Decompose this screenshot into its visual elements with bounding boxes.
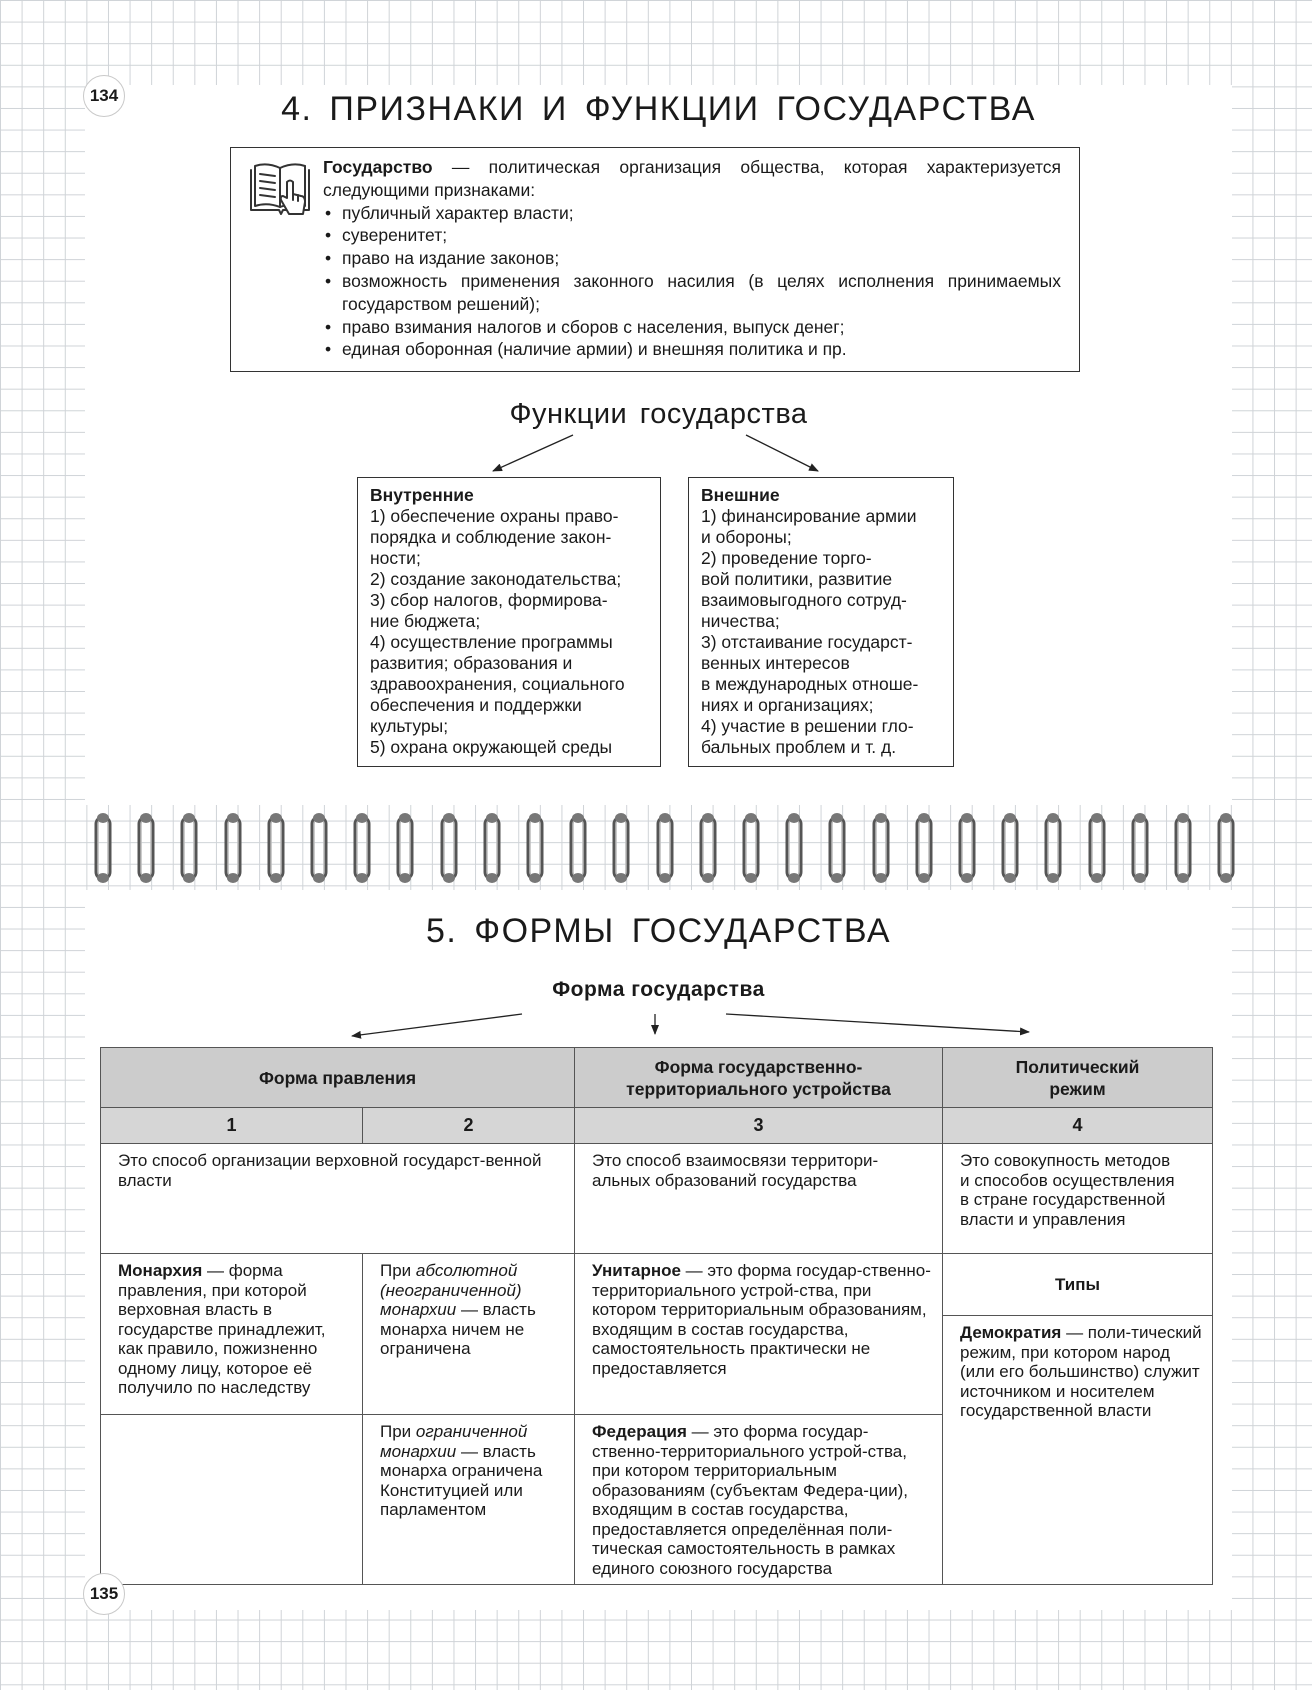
header-political-regime: Политический режим <box>943 1048 1213 1108</box>
limited-text: — власть монарха ограничена Конституцией или парламентом <box>380 1441 543 1519</box>
monarchy-term: Монархия <box>118 1261 203 1280</box>
monarchy-cell <box>101 1254 363 1415</box>
section-4-heading: 4. ПРИЗНАКИ И ФУНКЦИИ ГОСУДАРСТВА <box>281 90 1036 128</box>
internal-line: здравоохранения, социального <box>370 674 625 694</box>
external-line: ниях и организациях; <box>701 695 874 715</box>
spiral-ring <box>223 805 243 890</box>
spiral-ring <box>1130 805 1150 890</box>
spiral-ring <box>784 805 804 890</box>
internal-title: Внутренние <box>370 485 474 505</box>
external-line: венных интересов <box>701 653 850 673</box>
column-number: 1 <box>101 1108 363 1144</box>
territorial-form-definition: Это способ взаимосвязи территори-альных образований государства <box>575 1144 943 1254</box>
internal-line: 3) сбор налогов, формирова- <box>370 590 608 610</box>
spiral-ring <box>309 805 329 890</box>
forms-table <box>100 1047 1213 1585</box>
header-territorial-form: Форма государственно-территориального устройства <box>575 1048 943 1108</box>
types-label: Типы <box>943 1254 1213 1316</box>
spiral-ring <box>395 805 415 890</box>
absolute-monarchy-cell <box>363 1254 575 1415</box>
feature-item: • публичный характер власти; <box>323 202 1061 225</box>
internal-line: порядка и соблюдение закон- <box>370 527 612 547</box>
definition-text <box>323 156 1061 361</box>
limited-term: ограниченной монархии <box>380 1422 528 1461</box>
spiral-ring <box>1000 805 1020 890</box>
spiral-ring <box>482 805 502 890</box>
definition-term: Государство <box>323 157 433 177</box>
spiral-ring <box>568 805 588 890</box>
feature-item: • суверенитет; <box>323 224 1061 247</box>
definition-box <box>230 147 1080 372</box>
democracy-cell <box>943 1316 1213 1585</box>
external-functions-box <box>688 477 954 767</box>
page-number-bottom: 135 <box>83 1573 125 1615</box>
government-form-definition: Это способ организации верховной государст-венной власти <box>101 1144 575 1254</box>
column-number: 4 <box>943 1108 1213 1144</box>
page-number-top: 134 <box>83 75 125 117</box>
external-line: 3) отстаивание государст- <box>701 632 913 652</box>
spiral-ring <box>655 805 675 890</box>
spiral-ring <box>352 805 372 890</box>
federation-text: — это форма государ-ственно-территориального устрой-ства, при котором территориальным образованиям (субъектам Федера-ции), входящим в состав государства, предоставляется определённая поли-тическая самостоятельность в рамках единого союзного государства <box>592 1422 909 1578</box>
limited-prefix: При <box>380 1422 416 1441</box>
column-number: 3 <box>575 1108 943 1144</box>
limited-monarchy-cell <box>363 1415 575 1585</box>
column-number: 2 <box>363 1108 575 1144</box>
features-list <box>323 202 1061 362</box>
spiral-binding <box>85 805 1232 890</box>
spiral-ring <box>93 805 113 890</box>
spiral-ring <box>1043 805 1063 890</box>
spiral-ring <box>525 805 545 890</box>
feature-item: • возможность применения законного насилия (в целях исполнения принимаемых государством решений); <box>323 270 1061 316</box>
political-regime-definition: Это совокупность методов и способов осуществления в стране государственной власти и управления <box>943 1144 1213 1254</box>
table-definition-row <box>101 1144 1213 1254</box>
definition-intro: — политическая организация общества, которая характеризуется следующими признаками: <box>323 157 1061 200</box>
internal-line: развития; образования и <box>370 653 573 673</box>
internal-line: культуры; <box>370 716 449 736</box>
external-line: бальных проблем и т. д. <box>701 737 897 757</box>
table-number-row <box>101 1108 1213 1144</box>
external-line: ничества; <box>701 611 780 631</box>
spiral-ring <box>1087 805 1107 890</box>
external-line: и обороны; <box>701 527 792 547</box>
spiral-ring <box>957 805 977 890</box>
table-row <box>101 1254 1213 1316</box>
federation-cell <box>575 1415 943 1585</box>
absolute-text: — власть монарха ничем не ограничена <box>380 1300 536 1358</box>
unitary-cell <box>575 1254 943 1415</box>
external-title: Внешние <box>701 485 780 505</box>
democracy-term: Демократия <box>960 1323 1062 1342</box>
spiral-ring <box>266 805 286 890</box>
spiral-ring <box>741 805 761 890</box>
democracy-text: — поли-тический режим, при котором народ (или его большинство) служит источником и носителем государственной власти <box>960 1323 1202 1420</box>
spiral-ring <box>611 805 631 890</box>
spiral-ring <box>136 805 156 890</box>
spiral-ring <box>179 805 199 890</box>
spiral-ring <box>439 805 459 890</box>
internal-line: 4) осуществление программы <box>370 632 613 652</box>
internal-line: ние бюджета; <box>370 611 481 631</box>
internal-line: обеспечения и поддержки <box>370 695 582 715</box>
feature-item: • право взимания налогов и сборов с населения, выпуск денег; <box>323 316 1061 339</box>
section-5-heading: 5. ФОРМЫ ГОСУДАРСТВА <box>425 912 892 950</box>
federation-term: Федерация <box>592 1422 687 1441</box>
feature-item: • право на издание законов; <box>323 247 1061 270</box>
monarchy-text: — форма правления, при которой верховная власть в государстве принадлежит, как правило, пожизненно одному лицу, которое её получило по наследству <box>118 1261 326 1397</box>
external-line: вой политики, развитие <box>701 569 893 589</box>
spiral-ring <box>1173 805 1193 890</box>
spiral-ring <box>871 805 891 890</box>
spiral-ring <box>914 805 934 890</box>
external-line: взаимовыгодного сотруд- <box>701 590 907 610</box>
spiral-ring <box>1216 805 1236 890</box>
absolute-term: абсолютной (неограниченной) монархии <box>380 1261 522 1319</box>
empty-cell <box>101 1415 363 1585</box>
external-line: 1) финансирование армии <box>701 506 917 526</box>
feature-item: • единая оборонная (наличие армии) и внешняя политика и пр. <box>323 338 1061 361</box>
unitary-term: Унитарное <box>592 1261 681 1280</box>
internal-line: 1) обеспечение охраны право- <box>370 506 619 526</box>
spiral-ring <box>698 805 718 890</box>
functions-title: Функции государства <box>509 398 808 430</box>
internal-functions-box <box>357 477 661 767</box>
internal-line: 2) создание законодательства; <box>370 569 622 589</box>
internal-line: ности; <box>370 548 421 568</box>
internal-line: 5) охрана окружающей среды <box>370 737 613 757</box>
external-line: 2) проведение торго- <box>701 548 872 568</box>
form-title: Форма государства <box>552 978 765 1001</box>
book-hand-icon <box>247 158 315 224</box>
unitary-text: — это форма государ-ственно-территориального устрой-ства, при котором территориальным образованиям, входящим в состав государства, самостоятельность практически не предоставляется <box>592 1261 931 1378</box>
absolute-prefix: При <box>380 1261 416 1280</box>
external-line: 4) участие в решении гло- <box>701 716 914 736</box>
spiral-ring <box>827 805 847 890</box>
header-government-form: Форма правления <box>101 1048 575 1108</box>
table-header-row <box>101 1048 1213 1108</box>
external-line: в международных отноше- <box>701 674 919 694</box>
